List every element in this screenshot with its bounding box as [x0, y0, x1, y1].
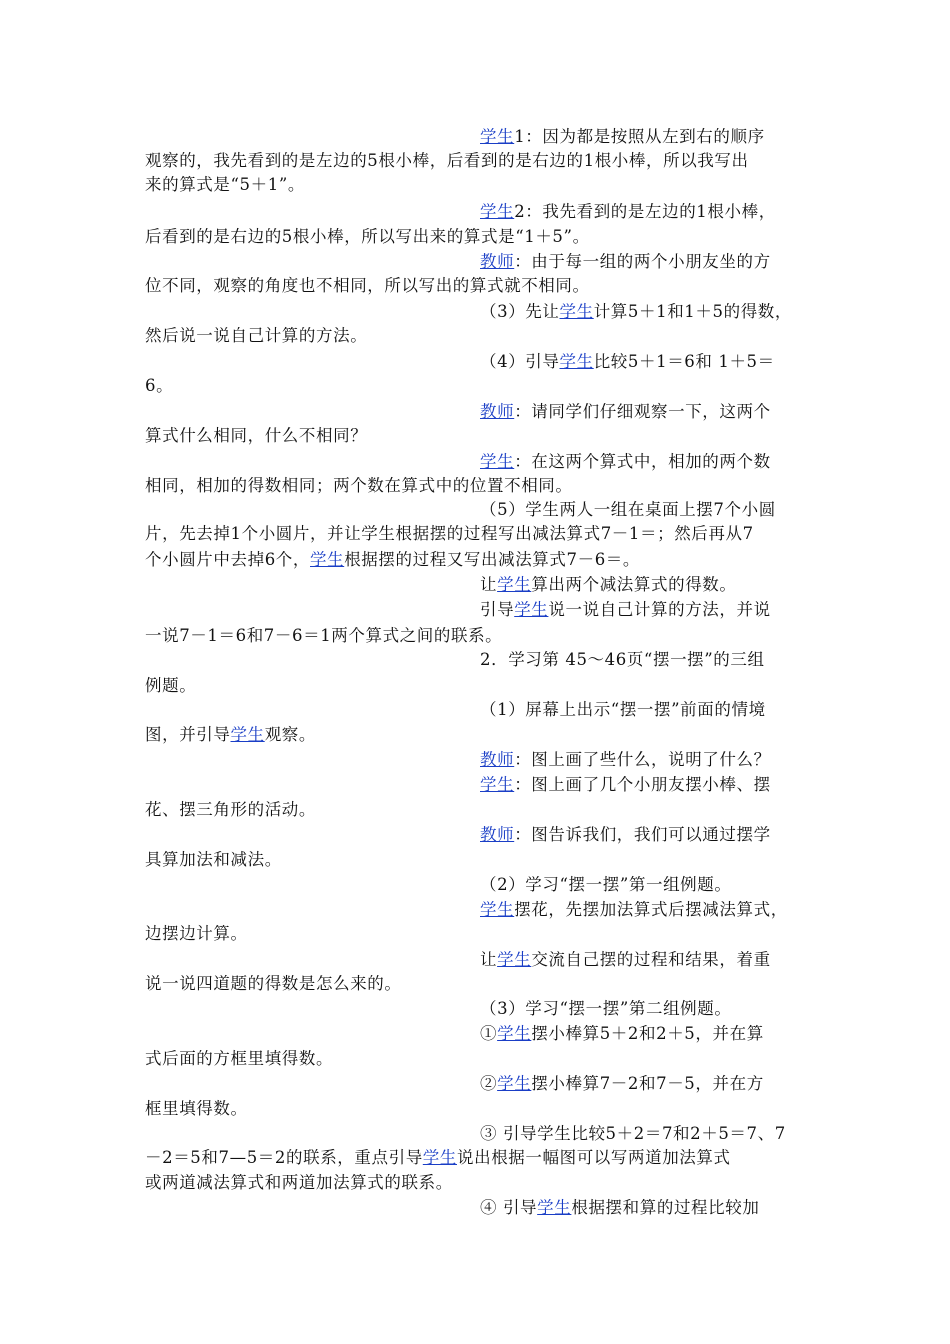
text-run: 片，先去掉1个小圆片，并让学生根据摆的过程写出减法算式7－1＝；然后再从7 [145, 524, 754, 543]
text-line [480, 400, 771, 424]
text-run: ：请同学们仔细观察一下，这两个 [514, 402, 771, 421]
text-run: 2：我先看到的是左边的1根小棒， [514, 202, 776, 221]
text-run: 花、摆三角形的活动。 [145, 800, 316, 819]
text-line [480, 450, 771, 474]
text-run: ：图上画了几个小朋友摆小棒、摆 [514, 775, 771, 794]
text-line [145, 374, 173, 398]
text-line [480, 873, 731, 897]
text-run: 观察。 [264, 725, 317, 744]
student-link[interactable]: 学生 [480, 775, 515, 794]
student-link[interactable]: 学生 [480, 202, 515, 221]
text-run: 后看到的是右边的5根小棒，所以写出来的算式是“1＋5”。 [145, 227, 590, 246]
text-run: （3）先让 [480, 302, 560, 321]
text-line [145, 972, 402, 996]
text-run: 具算加法和减法。 [145, 850, 282, 869]
text-run: （5）学生两人一组在桌面上摆7个小圆 [480, 500, 776, 519]
text-line [145, 548, 640, 572]
text-line [480, 498, 776, 522]
text-line [145, 173, 305, 197]
text-line [145, 723, 316, 747]
text-line [145, 848, 282, 872]
text-run: 摆小棒算5＋2和2＋5，并在算 [531, 1024, 764, 1043]
text-line [145, 274, 590, 298]
text-line [480, 997, 731, 1021]
student-link[interactable]: 学生 [310, 550, 345, 569]
student-link[interactable]: 学生 [230, 725, 265, 744]
text-line [145, 474, 573, 498]
student-link[interactable]: 学生 [537, 1198, 572, 1217]
text-run: ：图上画了些什么，说明了什么？ [514, 750, 771, 769]
text-line [480, 125, 765, 149]
text-line [480, 698, 766, 722]
text-run: 说一说四道题的得数是怎么来的。 [145, 974, 402, 993]
text-run: －2＝5和7—5＝2的联系，重点引导 [145, 1148, 423, 1167]
text-line [480, 1072, 764, 1096]
text-run: 图，并引导 [145, 725, 231, 744]
teacher-link[interactable]: 教师 [480, 750, 515, 769]
text-line [480, 773, 771, 797]
text-line [480, 300, 792, 324]
text-line [145, 225, 590, 249]
text-run: 2．学习第 45～46页“摆一摆”的三组 [480, 650, 765, 669]
student-link[interactable]: 学生 [480, 452, 515, 471]
text-run: 根据摆和算的过程比较加 [571, 1198, 760, 1217]
text-line [480, 1122, 786, 1146]
student-link[interactable]: 学生 [497, 1074, 532, 1093]
student-link[interactable]: 学生 [559, 352, 594, 371]
text-line [480, 898, 788, 922]
text-run: 根据摆的过程又写出减法算式7－6＝。 [344, 550, 640, 569]
text-run: 引导 [480, 600, 515, 619]
text-run: ：在这两个算式中，相加的两个数 [514, 452, 771, 471]
text-run: 算式什么相同，什么不相同？ [145, 426, 368, 445]
text-run: ：由于每一组的两个小朋友坐的方 [514, 252, 771, 271]
text-run: 算出两个减法算式的得数。 [531, 575, 737, 594]
text-run: 式后面的方框里填得数。 [145, 1049, 334, 1068]
text-run: （1）屏幕上出示“摆一摆”前面的情境 [480, 700, 766, 719]
text-line [145, 1047, 333, 1071]
text-run: 6。 [145, 376, 174, 395]
text-line [480, 823, 771, 847]
text-line [145, 1146, 731, 1170]
text-run: 一说7－1＝6和7－6＝1两个算式之间的联系。 [145, 626, 503, 645]
text-run: 来的算式是“5＋1”。 [145, 175, 305, 194]
student-link[interactable]: 学生 [480, 900, 515, 919]
student-link[interactable]: 学生 [514, 600, 549, 619]
text-line [480, 1196, 759, 1220]
student-link[interactable]: 学生 [497, 950, 532, 969]
text-line [145, 149, 749, 173]
text-run: 让 [480, 575, 498, 594]
text-line [480, 648, 765, 672]
text-line [145, 424, 367, 448]
student-link[interactable]: 学生 [480, 127, 515, 146]
text-run: ④ 引导 [480, 1198, 538, 1217]
text-run: 框里填得数。 [145, 1099, 248, 1118]
text-run: 比较5＋1＝6和 1＋5＝ [593, 352, 775, 371]
text-line [145, 1097, 248, 1121]
text-line [145, 324, 367, 348]
text-run: （2）学习“摆一摆”第一组例题。 [480, 875, 732, 894]
text-run: 说出根据一幅图可以写两道加法算式 [457, 1148, 731, 1167]
student-link[interactable]: 学生 [497, 1024, 532, 1043]
text-line [480, 573, 737, 597]
text-run: 边摆边计算。 [145, 924, 248, 943]
text-run: ③ 引导学生比较5＋2＝7和2＋5＝7、7 [480, 1124, 786, 1143]
text-line [480, 948, 771, 972]
text-line [145, 522, 754, 546]
text-line [480, 250, 771, 274]
text-run: 例题。 [145, 676, 197, 695]
text-run: 相同，相加的得数相同；两个数在算式中的位置不相同。 [145, 476, 573, 495]
student-link[interactable]: 学生 [497, 575, 532, 594]
text-run: 1：因为都是按照从左到右的顺序 [514, 127, 765, 146]
text-run: 然后说一说自己计算的方法。 [145, 326, 368, 345]
text-run: （4）引导 [480, 352, 560, 371]
text-line [145, 922, 248, 946]
text-run: 让 [480, 950, 498, 969]
text-line [480, 748, 771, 772]
text-line [480, 1022, 764, 1046]
text-line [145, 624, 502, 648]
text-run: （3）学习“摆一摆”第二组例题。 [480, 999, 732, 1018]
teacher-link[interactable]: 教师 [480, 402, 515, 421]
student-link[interactable]: 学生 [422, 1148, 457, 1167]
text-run: 或两道减法算式和两道加法算式的联系。 [145, 1173, 453, 1192]
text-run: 计算5＋1和1＋5的得数， [593, 302, 792, 321]
text-line [480, 200, 776, 224]
text-line [145, 674, 196, 698]
text-run: ① [480, 1024, 498, 1043]
text-line [145, 798, 316, 822]
text-run: 观察的，我先看到的是左边的5根小棒，后看到的是右边的1根小棒，所以我写出 [145, 151, 749, 170]
text-run: 位不同，观察的角度也不相同，所以写出的算式就不相同。 [145, 276, 590, 295]
student-link[interactable]: 学生 [559, 302, 594, 321]
text-line [480, 598, 771, 622]
text-run: 摆小棒算7－2和7－5，并在方 [531, 1074, 764, 1093]
teacher-link[interactable]: 教师 [480, 252, 515, 271]
text-run: 摆花，先摆加法算式后摆减法算式， [514, 900, 788, 919]
text-run: ② [480, 1074, 498, 1093]
text-run: 说一说自己计算的方法，并说 [548, 600, 771, 619]
text-run: 个小圆片中去掉6个， [145, 550, 310, 569]
text-line [480, 350, 775, 374]
text-run: 交流自己摆的过程和结果，着重 [531, 950, 771, 969]
text-line [145, 1171, 453, 1195]
teacher-link[interactable]: 教师 [480, 825, 515, 844]
text-run: ：图告诉我们，我们可以通过摆学 [514, 825, 771, 844]
